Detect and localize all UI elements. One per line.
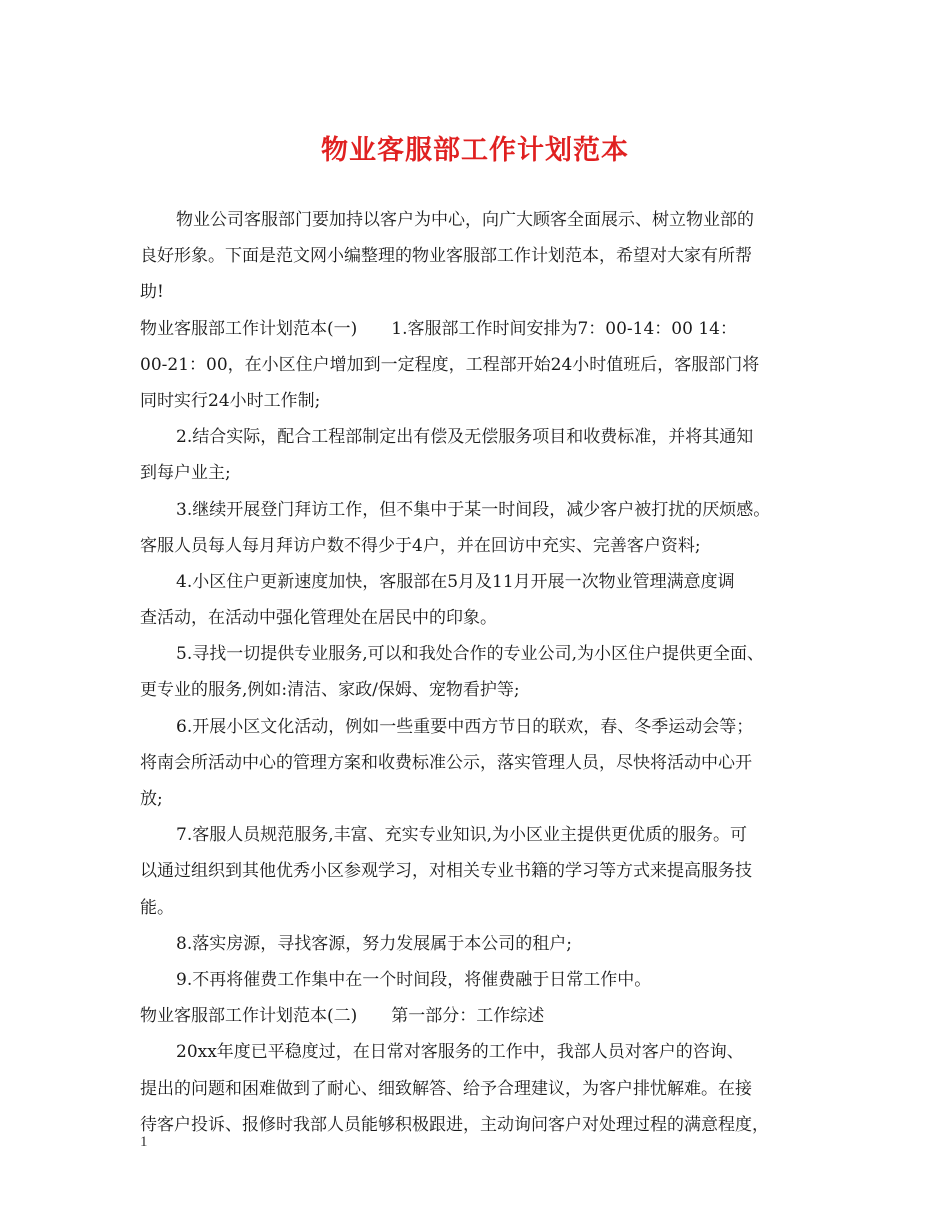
text-line: 4.小区住户更新速度加快，客服部在5月及11月开展一次物业管理满意度调 — [176, 571, 735, 592]
text-line: 8.落实房源，寻找客源，努力发展属于本公司的租户; — [176, 933, 572, 954]
text-line: 助! — [140, 282, 164, 303]
text-line: 同时实行24小时工作制; — [140, 390, 321, 411]
text-line: 以通过组织到其他优秀小区参观学习，对相关专业书籍的学习等方式来提高服务技 — [140, 861, 752, 882]
text-line: 5.寻找一切提供专业服务,可以和我处合作的专业公司,为小区住户提供更全面、 — [176, 644, 765, 665]
text-line: 良好形象。下面是范文网小编整理的物业客服部工作计划范本，希望对大家有所帮 — [140, 246, 752, 267]
text-line: 9.不再将催费工作集中在一个时间段，将催费融于日常工作中。 — [176, 969, 652, 990]
text-line: 待客户投诉、报修时我部人员能够积极跟进，主动询问客户对处理过程的满意程度， — [140, 1114, 769, 1135]
section-heading-line: 物业客服部工作计划范本(一) 1.客服部工作时间安排为7：00-14：00 14： — [140, 318, 737, 339]
text-line: 到每户业主; — [140, 463, 231, 484]
text-line: 放; — [140, 789, 163, 809]
text-line: 提出的问题和困难做到了耐心、细致解答、给予合理建议，为客户排忧解难。在接 — [140, 1078, 752, 1099]
document-body — [140, 202, 825, 1143]
text-line: 将南会所活动中心的管理方案和收费标准公示，落实管理人员，尽快将活动中心开 — [140, 752, 752, 773]
document-title: 物业客服部工作计划范本 — [321, 135, 629, 166]
section-heading-line: 物业客服部工作计划范本(二) 第一部分：工作综述 — [140, 1006, 545, 1027]
text-line: 6.开展小区文化活动，例如一些重要中西方节日的联欢，春、冬季运动会等； — [176, 716, 754, 737]
text-line: 能。 — [140, 897, 174, 918]
text-line: 7.客服人员规范服务,丰富、充实专业知识,为小区业主提供更优质的服务。可 — [176, 825, 748, 846]
text-line: 查活动，在活动中强化管理处在居民中的印象。 — [140, 608, 497, 629]
text-line: 客服人员每人每月拜访户数不得少于4户，并在回访中充实、完善客户资料; — [140, 535, 701, 556]
text-line: 3.继续开展登门拜访工作，但不集中于某一时间段，减少客户被打扰的厌烦感。 — [176, 499, 771, 520]
text-line: 更专业的服务,例如:清洁、家政/保姆、宠物看护等; — [140, 680, 520, 701]
page-number: 1 — [140, 1134, 148, 1150]
text-line: 2.结合实际，配合工程部制定出有偿及无偿服务项目和收费标准，并将其通知 — [176, 427, 754, 448]
text-line: 20xx年度已平稳度过，在日常对客服务的工作中，我部人员对客户的咨询、 — [176, 1042, 744, 1063]
text-line: 物业公司客服部门要加持以客户为中心，向广大顾客全面展示、树立物业部的 — [176, 210, 754, 230]
text-line: 00-21：00，在小区住户增加到一定程度，工程部开始24小时值班后，客服部门将 — [140, 354, 760, 375]
